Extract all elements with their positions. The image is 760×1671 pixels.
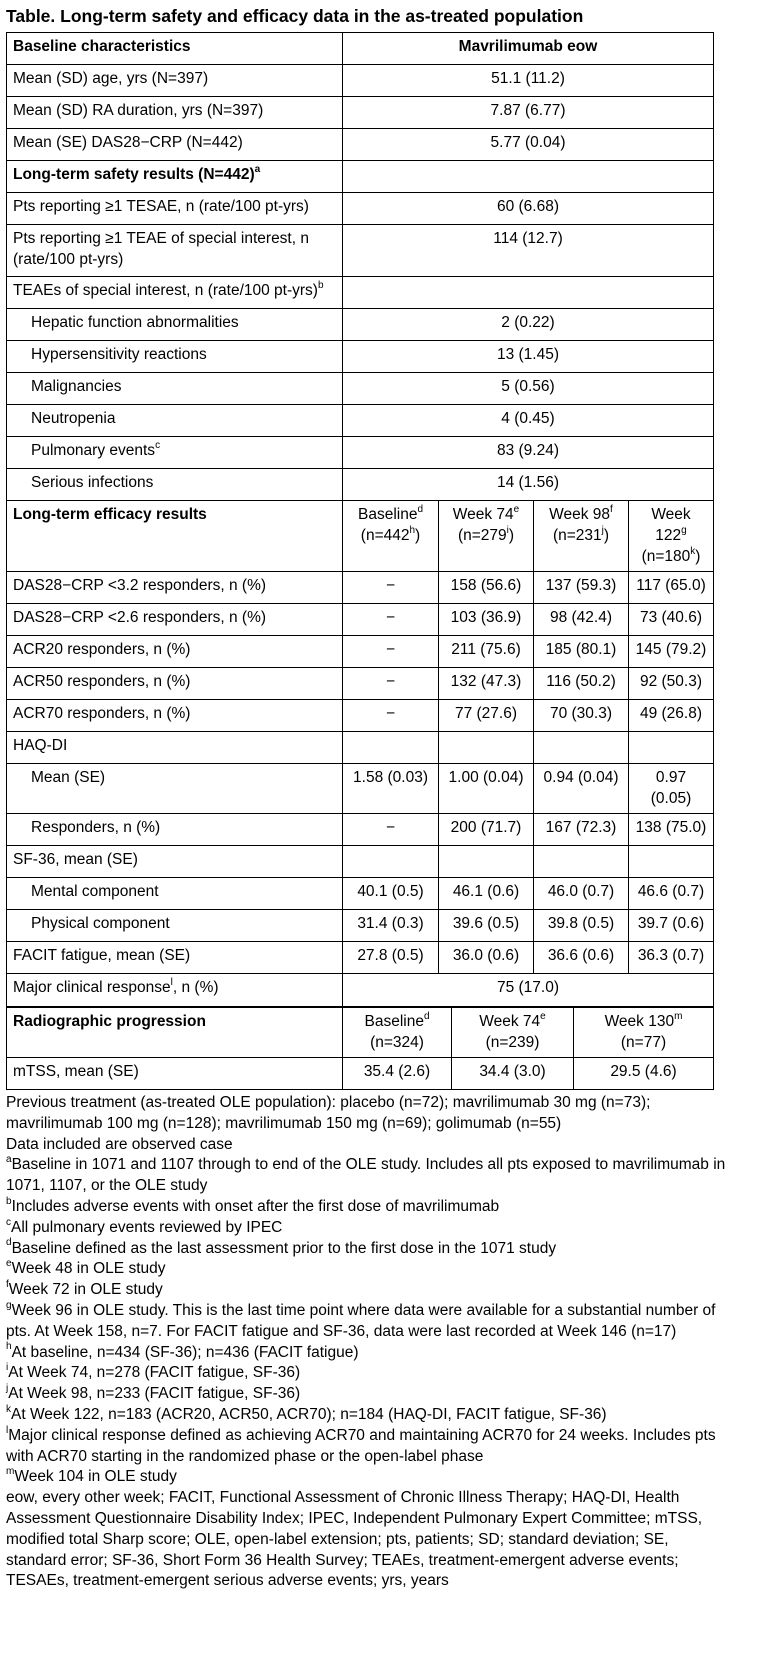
footnote-marker: a <box>254 163 261 175</box>
efficacy-col-header <box>343 501 439 572</box>
radiographic-col-header <box>452 1008 574 1058</box>
efficacy-col-header <box>629 501 714 572</box>
event-label-text: Neutropenia <box>31 410 116 427</box>
col-n-close: ) <box>508 527 515 544</box>
row-value: 31.4 (0.3) <box>343 910 439 942</box>
row-value: 211 (75.6) <box>439 636 534 668</box>
footnote <box>6 1259 726 1280</box>
row-value: 116 (50.2) <box>534 668 629 700</box>
abbreviations-note: eow, every other week; FACIT, Functional Assessment of Chronic Illness Therapy; HAQ-DI, Health Assessment Questionnaire Disability Index; IPEC, Independent Pulmonary Expert Committee; mTSS, modified total Sharp score; OLE, open-label extension; pts, patients; SD; standard deviation; SE, standard error; SF-36, Short Form 36 Health Survey; TEAEs, treatment-emergent adverse events; TESAEs, treatment-emergent serious adverse events; yrs, years <box>6 1489 703 1590</box>
row-label: Pts reporting ≥1 TESAE, n (rate/100 pt-yrs) <box>7 193 343 225</box>
event-label <box>7 309 343 341</box>
row-value: 46.0 (0.7) <box>534 878 629 910</box>
mcr-value: 75 (17.0) <box>343 974 714 1007</box>
footnote-marker: f <box>610 503 613 515</box>
event-value: 83 (9.24) <box>343 437 714 469</box>
row-label: FACIT fatigue, mean (SE) <box>7 942 343 974</box>
row-label: DAS28−CRP <2.6 responders, n (%) <box>7 604 343 636</box>
safety-row <box>7 193 714 225</box>
footnote <box>6 1155 726 1197</box>
footnote-marker: g <box>681 524 687 536</box>
footnote-text: At baseline, n=434 (SF-36); n=436 (FACIT fatigue) <box>11 1343 359 1361</box>
row-value: 49 (26.8) <box>629 700 714 732</box>
event-value: 2 (0.22) <box>343 309 714 341</box>
efficacy-row <box>7 878 714 910</box>
row-value: 117 (65.0) <box>629 572 714 604</box>
col-n: (n=279 <box>457 527 507 544</box>
row-label: mTSS, mean (SE) <box>7 1058 343 1090</box>
col-label: Week 130 <box>604 1013 675 1030</box>
row-value: 103 (36.9) <box>439 604 534 636</box>
header-col: Mavrilimumab eow <box>343 33 714 65</box>
event-row <box>7 405 714 437</box>
row-value: 27.8 (0.5) <box>343 942 439 974</box>
row-value: − <box>343 814 439 846</box>
efficacy-row <box>7 942 714 974</box>
row-value <box>439 732 534 764</box>
baseline-row <box>7 97 714 129</box>
row-value: 29.5 (4.6) <box>574 1058 714 1090</box>
baseline-row <box>7 129 714 161</box>
col-label: Week 74 <box>452 506 514 523</box>
footnote <box>6 1405 726 1426</box>
row-value: − <box>343 700 439 732</box>
footnote-text: At Week 122, n=183 (ACR20, ACR50, ACR70); n=184 (HAQ-DI, FACIT fatigue, SF-36) <box>11 1405 607 1423</box>
efficacy-col-header <box>534 501 629 572</box>
footnote-marker: j <box>601 524 604 536</box>
efficacy-row <box>7 604 714 636</box>
radiographic-col-header <box>343 1008 452 1058</box>
col-n: (n=442 <box>360 527 410 544</box>
footnote-marker: h <box>409 524 416 536</box>
mcr-label-tail: , n (%) <box>172 979 219 996</box>
event-row <box>7 437 714 469</box>
footnote-marker: e <box>540 1010 546 1022</box>
header-row <box>7 33 714 65</box>
row-label: Responders, n (%) <box>7 814 343 846</box>
footnote-marker: l <box>6 1424 9 1436</box>
empty-cell <box>343 161 714 193</box>
row-value: 132 (47.3) <box>439 668 534 700</box>
footnote <box>6 1239 726 1260</box>
mcr-label-text: Major clinical response <box>13 979 171 996</box>
footnote-marker: m <box>674 1010 683 1022</box>
previous-treatment-note: Previous treatment (as-treated OLE population): placebo (n=72); mavrilimumab 30 mg (n=73); mavrilimumab 100 mg (n=128); mavrilimumab 150 mg (n=69); golimumab (n=55) <box>6 1094 651 1132</box>
observed-case-note: Data included are observed case <box>6 1135 233 1153</box>
footnote-marker: d <box>417 503 424 515</box>
efficacy-heading: Long-term efficacy results <box>7 501 343 572</box>
footnote-marker: c <box>6 1216 11 1228</box>
footnote <box>6 1467 726 1488</box>
row-label: Mental component <box>7 878 343 910</box>
footnote-marker: c <box>155 439 161 451</box>
row-label: Mean (SE) DAS28−CRP (N=442) <box>7 129 343 161</box>
efficacy-header-row <box>7 501 714 572</box>
footnote-text: Week 72 in OLE study <box>8 1281 163 1299</box>
footnote-text: Includes adverse events with onset after the first dose of mavrilimumab <box>11 1197 500 1215</box>
col-n-close: ) <box>415 527 421 544</box>
col-label: Baseline <box>357 506 418 523</box>
teae-heading-text: TEAEs of special interest, n (rate/100 pt-yrs) <box>13 282 318 299</box>
row-value: 46.1 (0.6) <box>439 878 534 910</box>
footnote-marker: b <box>317 279 324 291</box>
col-n: (n=239) <box>485 1034 540 1051</box>
radiographic-col-header <box>574 1008 714 1058</box>
footnote-marker: a <box>6 1154 12 1166</box>
row-value: 70 (30.3) <box>534 700 629 732</box>
mcr-row <box>7 974 714 1007</box>
row-value <box>343 732 439 764</box>
teae-heading <box>7 277 343 309</box>
event-label-text: Pulmonary events <box>31 442 156 459</box>
col-n-close: ) <box>603 527 610 544</box>
event-value: 4 (0.45) <box>343 405 714 437</box>
row-value: 167 (72.3) <box>534 814 629 846</box>
safety-row <box>7 225 714 277</box>
row-value <box>534 846 629 878</box>
event-label <box>7 469 343 501</box>
safety-heading-row <box>7 161 714 193</box>
row-value: − <box>343 604 439 636</box>
footnote <box>6 1218 726 1239</box>
row-value: − <box>343 668 439 700</box>
radiographic-header-row <box>7 1008 714 1058</box>
efficacy-col-header <box>439 501 534 572</box>
row-value: 73 (40.6) <box>629 604 714 636</box>
footnote-marker: e <box>6 1258 12 1270</box>
row-label: Pts reporting ≥1 TEAE of special interest, n (rate/100 pt-yrs) <box>7 225 343 277</box>
row-value: 51.1 (11.2) <box>343 65 714 97</box>
footnote <box>6 1363 726 1384</box>
footnote-text: All pulmonary events reviewed by IPEC <box>11 1218 283 1236</box>
event-label-text: Malignancies <box>31 378 122 395</box>
footnote <box>6 1426 726 1468</box>
row-value: 7.87 (6.77) <box>343 97 714 129</box>
row-value: 40.1 (0.5) <box>343 878 439 910</box>
efficacy-row <box>7 668 714 700</box>
footnote-text: Major clinical response defined as achieving ACR70 and maintaining ACR70 for 24 weeks. Includes pts with ACR70 starting in the randomized phase or the open-label phase <box>6 1426 716 1465</box>
footnote-marker: f <box>6 1279 9 1291</box>
row-value: 39.7 (0.6) <box>629 910 714 942</box>
efficacy-row <box>7 732 714 764</box>
event-row <box>7 341 714 373</box>
row-value: 39.6 (0.5) <box>439 910 534 942</box>
efficacy-row <box>7 572 714 604</box>
footnote <box>6 1384 726 1405</box>
col-label: Baseline <box>364 1013 424 1030</box>
row-label: ACR50 responders, n (%) <box>7 668 343 700</box>
row-label: HAQ-DI <box>7 732 343 764</box>
radiographic-table <box>6 1007 714 1090</box>
row-value: 185 (80.1) <box>534 636 629 668</box>
safety-heading-text: Long-term safety results (N=442) <box>13 166 255 183</box>
row-value: − <box>343 636 439 668</box>
event-label-text: Hepatic function abnormalities <box>31 314 239 331</box>
event-label <box>7 341 343 373</box>
row-value: 46.6 (0.7) <box>629 878 714 910</box>
row-value: 0.97 (0.05) <box>629 764 714 814</box>
row-value: 36.6 (0.6) <box>534 942 629 974</box>
row-label: SF-36, mean (SE) <box>7 846 343 878</box>
mcr-label <box>7 974 343 1007</box>
row-value: 92 (50.3) <box>629 668 714 700</box>
row-label: Physical component <box>7 910 343 942</box>
header-label: Baseline characteristics <box>7 33 343 65</box>
row-value: 158 (56.6) <box>439 572 534 604</box>
footnote-marker: j <box>6 1383 9 1394</box>
event-label-text: Serious infections <box>31 474 154 491</box>
footnote <box>6 1343 726 1364</box>
footnote-marker: l <box>170 976 173 988</box>
footnote-text: Week 96 in OLE study. This is the last time point where data were available for a substantial number of pts. At Week 158, n=7. For FACIT fatigue and SF-36, data were last recorded at Week 146 (n=17) <box>6 1301 716 1340</box>
event-value: 5 (0.56) <box>343 373 714 405</box>
teae-heading-row <box>7 277 714 309</box>
baseline-row <box>7 65 714 97</box>
event-value: 14 (1.56) <box>343 469 714 501</box>
row-value <box>343 846 439 878</box>
footnote-marker: i <box>506 524 509 536</box>
efficacy-row <box>7 846 714 878</box>
event-value: 13 (1.45) <box>343 341 714 373</box>
row-value: 138 (75.0) <box>629 814 714 846</box>
row-label: Mean (SD) age, yrs (N=397) <box>7 65 343 97</box>
footnote-text: Week 104 in OLE study <box>14 1468 177 1486</box>
efficacy-row <box>7 700 714 732</box>
row-value: − <box>343 572 439 604</box>
row-label: Mean (SE) <box>7 764 343 814</box>
event-label <box>7 373 343 405</box>
row-value: 145 (79.2) <box>629 636 714 668</box>
event-row <box>7 309 714 341</box>
row-value: 39.8 (0.5) <box>534 910 629 942</box>
footnote-marker: d <box>6 1237 12 1249</box>
row-value: 36.3 (0.7) <box>629 942 714 974</box>
col-n-close: ) <box>695 548 701 565</box>
footnote-text: At Week 74, n=278 (FACIT fatigue, SF-36) <box>8 1364 301 1382</box>
event-row <box>7 469 714 501</box>
footnote-text: At Week 98, n=233 (FACIT fatigue, SF-36) <box>8 1385 301 1403</box>
row-value: 36.0 (0.6) <box>439 942 534 974</box>
footnote-marker: g <box>6 1299 12 1311</box>
col-n: (n=77) <box>620 1034 667 1051</box>
event-label <box>7 437 343 469</box>
footnote-text: Week 48 in OLE study <box>11 1260 166 1278</box>
footnote-marker: i <box>6 1362 9 1374</box>
footnote-text: Baseline defined as the last assessment prior to the first dose in the 1071 study <box>11 1239 557 1257</box>
row-label: DAS28−CRP <3.2 responders, n (%) <box>7 572 343 604</box>
footnote-marker: e <box>513 503 520 515</box>
row-label: ACR20 responders, n (%) <box>7 636 343 668</box>
radiographic-heading: Radiographic progression <box>7 1008 343 1058</box>
empty-cell <box>343 277 714 309</box>
col-n: (n=324) <box>370 1034 424 1051</box>
row-value: 1.58 (0.03) <box>343 764 439 814</box>
row-value <box>629 732 714 764</box>
col-n: (n=231 <box>552 527 602 544</box>
footnote-marker: b <box>6 1195 12 1207</box>
row-value <box>439 846 534 878</box>
main-table <box>6 32 714 1007</box>
row-value: 0.94 (0.04) <box>534 764 629 814</box>
efficacy-row <box>7 814 714 846</box>
row-value: 137 (59.3) <box>534 572 629 604</box>
footnote-text: Baseline in 1071 and 1107 through to end of the OLE study. Includes all pts exposed to mavrilimumab in 1071, 1107, or the OLE study <box>6 1156 726 1195</box>
col-label: Week 122 <box>651 506 691 544</box>
footnote <box>6 1197 726 1218</box>
event-label-text: Hypersensitivity reactions <box>31 346 207 363</box>
row-value: 200 (71.7) <box>439 814 534 846</box>
col-n: (n=180 <box>641 548 691 565</box>
row-value: 34.4 (3.0) <box>452 1058 574 1090</box>
footnote-marker: k <box>6 1403 11 1415</box>
efficacy-row <box>7 636 714 668</box>
efficacy-row <box>7 910 714 942</box>
row-value: 114 (12.7) <box>343 225 714 277</box>
footnote-marker: h <box>6 1341 12 1353</box>
event-row <box>7 373 714 405</box>
row-value <box>534 732 629 764</box>
footnote-marker: m <box>6 1466 15 1478</box>
row-label: Mean (SD) RA duration, yrs (N=397) <box>7 97 343 129</box>
row-value: 1.00 (0.04) <box>439 764 534 814</box>
col-label: Week 74 <box>479 1013 541 1030</box>
footnote <box>6 1301 726 1343</box>
footnotes <box>6 1090 726 1592</box>
row-value: 60 (6.68) <box>343 193 714 225</box>
footnote-marker: d <box>423 1010 430 1022</box>
row-value: 98 (42.4) <box>534 604 629 636</box>
row-value: 77 (27.6) <box>439 700 534 732</box>
row-value: 5.77 (0.04) <box>343 129 714 161</box>
table-title: Table. Long-term safety and efficacy data in the as-treated population <box>6 6 584 26</box>
row-value: 35.4 (2.6) <box>343 1058 452 1090</box>
footnote <box>6 1280 726 1301</box>
safety-heading <box>7 161 343 193</box>
col-label: Week 98 <box>549 506 611 523</box>
footnote-marker: k <box>690 545 696 557</box>
mtss-row <box>7 1058 714 1090</box>
event-label <box>7 405 343 437</box>
efficacy-row <box>7 764 714 814</box>
row-value <box>629 846 714 878</box>
row-label: ACR70 responders, n (%) <box>7 700 343 732</box>
